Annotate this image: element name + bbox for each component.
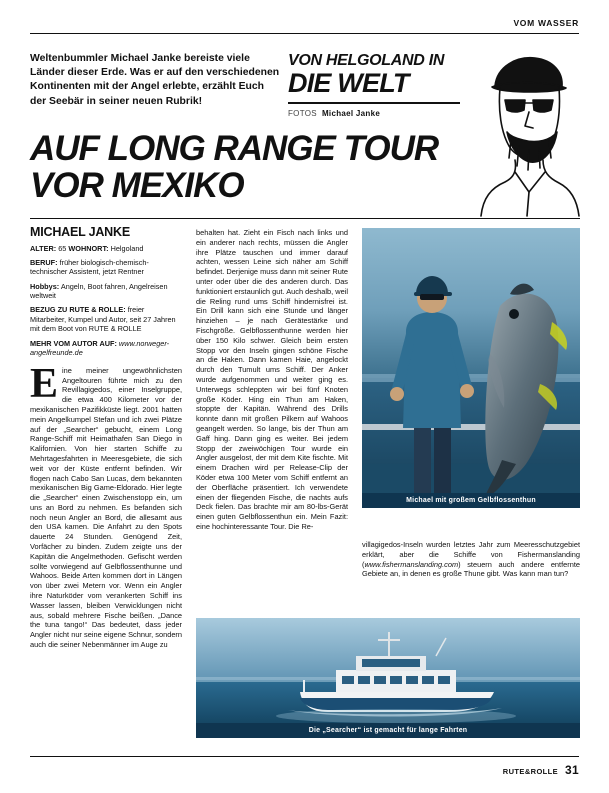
bio-hobbies-value: Angeln, Boot fahren, Angelreisen weltweit (30, 281, 168, 301)
bio-location-value: Helgoland (110, 243, 144, 253)
intro-text-after: bereiste viele Länder dieser Erde. Was er auf den verschiedenen Kontinenten mit der Angel erlebte, erzählt Euch der Seebär in seiner neuen Rubrik! (30, 53, 280, 107)
bio-job-label: BERUF: (30, 257, 58, 267)
column-three (362, 540, 580, 579)
bio-block (30, 244, 182, 358)
column-two (196, 228, 348, 532)
header-divider (30, 33, 579, 34)
page-footer (503, 763, 579, 777)
bio-job-value: früher biologisch-chemisch-technischer Assistent, jetzt Rentner (30, 257, 149, 277)
bio-relation-value: freier Mitarbeiter, Kumpel und Autor, seit 27 Jahren mit dem Boot von RUTE & ROLLE (30, 305, 176, 334)
photo-credit (288, 109, 468, 118)
photo-searcher-boat (196, 618, 580, 738)
bio-heading: MICHAEL JANKE (30, 225, 130, 239)
bio-age-value: 65 (58, 243, 67, 253)
bio-hobbies-row (30, 282, 182, 301)
article-body-column-one (30, 360, 182, 650)
bio-more-row (30, 339, 182, 358)
angler-portrait-illustration (467, 40, 587, 225)
article-text-three-a: villagigedos-Inseln wurden letztes Jahr zum Meeresschutzgebiet erklärt, aber die Schiffe von Fishermanslanding ( (362, 540, 580, 569)
article-text-two: behalten hat. Zieht ein Fisch nach links und ein anderer nach rechts, müssen die Angler ihre Plätze tauschen und immer darauf achten, wessen Leine sich näher am Schiff befindet. Derjenige muss dann mit seiner Rute unter oder über die des anderen durch. Das funktioniert erstaunlich gut. Auch deshalb, weil die Reling rund ums Schiff hindernisfrei ist. Ein Drill kann sich eine Stunde und länger hinziehen – je nach Gerätestärke und Fischgröße. Gelbflossenthunne werden hier über 150 Kilo schwer. Gleich beim ersten Stopp vor den Inseln gingen schöne Fische an die Haken. Dann kamen Haie, angelockt durch den Tumult ums Schiff. Der Anker wurde aufgenommen und weiter ging es. Unterwegs schleppten wir bei fünf Knoten große Köder. Hing ein Thun am Haken, stoppte der Kapitän. Während des Drills konnte dann mit großen Pilkern auf Wahoos geangelt werden. So lange, bis der Thun am Gaff hing. Dann ging es weiter. Bei jedem Stopp der zweiwöchigen Tour wurde ein Angler ausgelost, der mit dem Kite fischte. Mit einem Drachen wird per Release-Clip der Köder etwa 100 Meter vom Schiff entfernt an der Oberfläche präsentiert. Ich verwendete einen der fliegenden Fische, die nachts aufs Deck fielen. Das brachte mir am 80-lbs-Gerät einen guten Gelbflossenthun ein. Mein Fazit: eine hochinteressante Tour. Die Re- (196, 228, 348, 531)
page-title: AUF LONG RANGE TOUR VOR MEXIKO (30, 129, 439, 205)
intro-paragraph (30, 52, 280, 109)
caption-boat-photo: Die „Searcher“ ist gemacht für lange Fahrten (196, 723, 580, 738)
bio-more-label: MEHR VOM AUTOR AUF: (30, 338, 117, 348)
bio-location-label: WOHNORT: (68, 243, 109, 253)
bio-more-link[interactable]: www.norweger-angelfreunde.de (30, 338, 170, 358)
bio-relation-row (30, 305, 182, 334)
bio-age-label: ALTER: (30, 243, 57, 253)
kicker-line-1: VON HELGOLAND IN (288, 52, 445, 69)
bio-age-row (30, 244, 182, 254)
column-one (30, 225, 182, 650)
running-head: VOM WASSER (513, 18, 579, 28)
photo-credit-name: Michael Janke (321, 109, 381, 118)
footer-divider (30, 756, 579, 757)
bio-hobbies-label: Hobbys: (30, 281, 60, 291)
bio-job-row (30, 258, 182, 277)
section-logo (288, 52, 468, 118)
caption-fish-photo: Michael mit großem Gelbflossenthun (362, 493, 580, 508)
article-text-three-b: ) steuern auch andere entfernte Gebiete an, in denen es große Thune gibt. Was kann man tun? (362, 559, 580, 579)
intro-text-before: Weltenbummler (30, 53, 111, 64)
headline-divider (30, 218, 580, 219)
drop-cap: E (30, 360, 59, 407)
magazine-brand: RUTE&ROLLE (502, 767, 559, 776)
external-link[interactable]: www.fishermanslanding.com (364, 559, 459, 569)
author-name-inline: Michael Janke (110, 53, 182, 64)
kicker-line-2: DIE WELT (288, 68, 409, 98)
photo-angler-with-tuna (362, 228, 580, 508)
article-text-one: ine meiner ungewöhnlichsten Angeltouren führte mich zu den Revillagigedos, einer Inselgruppe, die etwa 400 Kilometer vor der mexikanischen Pazifikküste liegt. 2001 hatten mein Angelkumpel Stefan und ich zwei Plätze auf der „Searcher“ gebucht, einem Long Range-Schiff mit Heimathafen San Diego in Kalifornien. Von hier starten Schiffe zu Mehrtagesfahrten in Meeresgebiete, die sich weit vor der Küste entfernt befinden. Wir flogen nach Cabo San Lucas, dem bekannten mexikanischen Big Game-Eldorado. Hier legte die „Searcher“ einen Zwischenstopp ein, um uns an Bord zu nehmen. Es befanden sich noch neun Angler an Bord, die allesamt aus den USA kamen. Die Anfahrt zu den Spots dauerte 24 Stunden. Genügend Zeit, Vorfächer zu binden. Zudem zeigte uns der Kapitän die Angelmethoden. Gefischt werden sollte vorwiegend auf Gelbflossenthunne und Wahoos. Beide Arten kommen dort in Längen von über zwei Metern vor. Wenn ein Angler ihre Naturköder vom verankerten Schiff ins Wasser lassen, bleiben Verwicklungen nicht aus, sobald mehrere Fische beißen. „Dance the tuna tango!“ Das bedeutet, dass jeder Angler nicht nur seine eigene Schnur, sondern auch die seiner Nebenmänner im Auge zu (30, 365, 182, 650)
page-number: 31 (565, 763, 579, 777)
kicker-divider (288, 102, 460, 104)
bio-relation-label: BEZUG ZU RUTE & ROLLE: (30, 305, 126, 315)
photo-credit-label: FOTOS (288, 109, 317, 118)
